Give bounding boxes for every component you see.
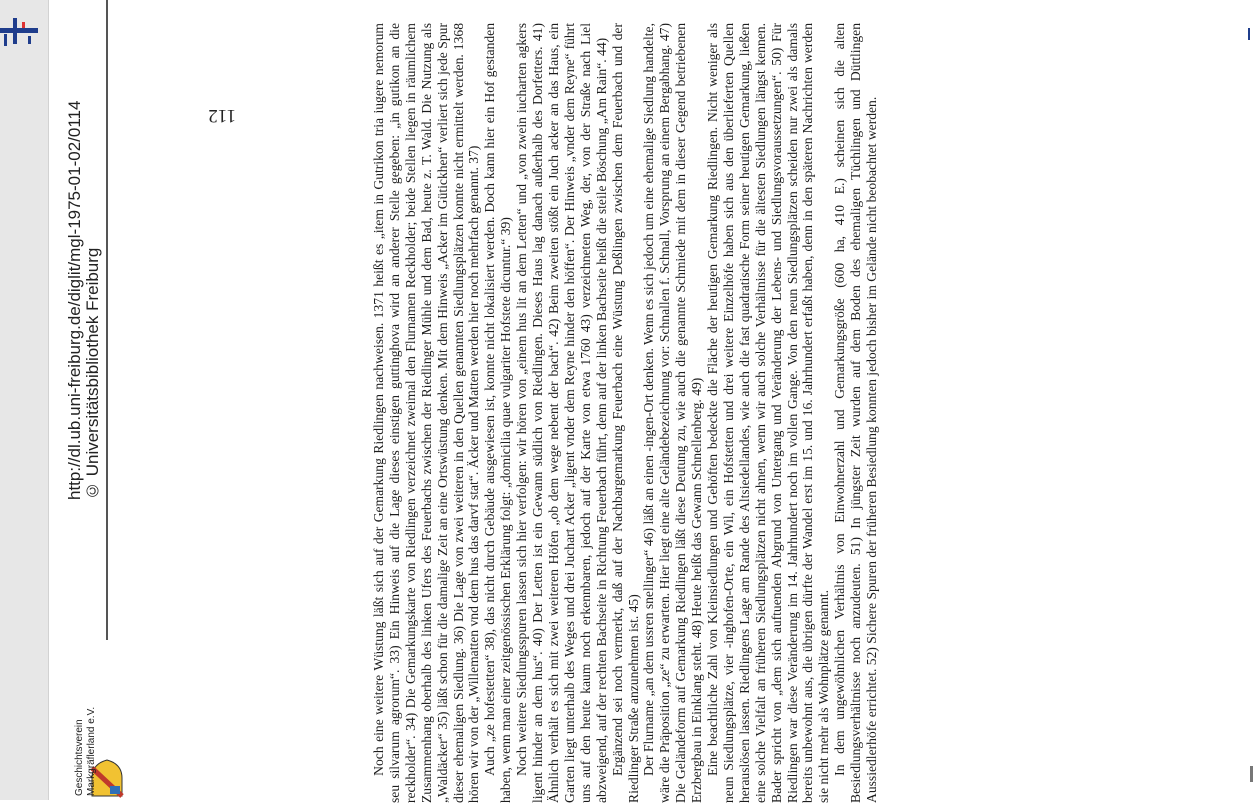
paragraph: Der Flurname „an dem ussren snellinger“ 46) läßt an einen -ingen-Ort denken. Wenn es sich jedoch um eine ehemalige Siedlung handelte, wäre die Präposition „ze“ zu erwarten. Hier liegt eine alte Geländebezeichnung vor: Schnallen f. Schnall, Vorsprung an einem Bergabhang. 47) Die Geländeform auf Gemarkung Riedlingen läßt diese Deutung zu, wie auch die genannte Schmiede mit dem in dieser Gegend betriebenen Erzbergbau in Einklang steht. 48) Heute heißt das Gewann Schnellenberg. 49) bbox=[641, 23, 705, 803]
paragraph: Auch „ze hofestetten“ 38), das nicht durch Gebäude ausgewiesen ist, konnte nicht lokalisiert werden. Doch kann hier ein Hof gestanden haben, wenn man einer zeitgenössischen Erklärung folgt: „domicilia quae vulgariter Hofstete dicuntur.“ 39) bbox=[482, 23, 514, 803]
source-url bbox=[66, 0, 102, 500]
page-edge-line bbox=[106, 0, 108, 640]
copyright-text: © Universitätsbibliothek Freiburg bbox=[83, 247, 102, 500]
paragraph: Noch eine weitere Wüstung läßt sich auf der Gemarkung Riedlingen nachweisen. 1371 heißt es „item in Gutrikon tria iugere nemorum seu silvarum agrorum“. 33) Ein Hinweis auf die Lage dieses einstigen guttinghova wird an anderer Stelle gegeben: „in gutikon an die reckholder“. 34) Die Gemarkungskarte von Riedlingen verzeichnet zweimal den Flurnamen Reckholder; beide Stellen liegen in räumlichem Zusammenhang oberhalb des linken Ufers des Feuerbachs zwischen der Riedlinger Mühle und dem Bad, heute z. T. Wald. Die Nutzung als „Waldäcker“ 35) läßt schon für die damalige Zeit an eine Ortswüstung denken. Mit dem Hinweis „Acker im Gütickhen“ verliert sich jede Spur dieser ehemaligen Siedlung. 36) Die Lage von zwei weiteren in den Quellen genannten Siedlungsplätzen konnte nicht ermittelt werden. 1368 hören wir von der „Willematten vnd dem hus das darvf stat“. Äcker und Matten werden hier noch mehrfach genannt. 37) bbox=[371, 23, 482, 803]
scanned-page bbox=[56, 0, 1256, 803]
verein-line-1: Geschichtsverein bbox=[74, 719, 85, 796]
viewer-sidebar bbox=[0, 0, 49, 800]
page-number: 112 bbox=[208, 105, 236, 126]
body-text bbox=[371, 23, 961, 803]
ub-freiburg-logo-icon bbox=[0, 14, 42, 48]
paragraph: Eine beachtliche Zahl von Kleinsiedlungen und Gehöften bedeckte die Fläche der heutigen Gemarkung Riedlingen. Nicht weniger als neun Siedlungsplätze, vier -inghofen-Orte, ein Wil, ein Hofstetten und drei weitere Einzelhöfe haben sich aus den überlieferten Quellen herauslösen lassen. Riedlingens Lage am Rande des Altsiedellandes, wie auch die fast quadratische Form seiner heutigen Gemarkung, ließen eine solche Vielfalt an früheren Siedlungsplätzen nicht ahnen, wenn wir auch solche Verhältnisse für die ältesten Siedlungen längst kennen. Bader spricht von „dem sich auftuenden Abgrund von Untergang und Veränderung der Lebens- und Siedlungsvoraussetzungen“. 50) Für Riedlingen war diese Veränderung im 14. Jahrhundert noch im vollen Gange. Von den neun Siedlungsplätzen scheiden nur zwei als damals bereits unbewohnt aus, die übrigen dürfte der Wandel erst im 15. und 16. Jahrhundert erfaßt haben, denn in den späteren Nachrichten werden sie nicht mehr als Wohnplätze genannt. bbox=[705, 23, 832, 803]
url-text: http://dl.ub.uni-freiburg.de/diglit/mgl-1975-01-02/0114 bbox=[65, 100, 84, 500]
paragraph: Ergänzend sei noch vermerkt, daß auf der Nachbargemarkung Feuerbach eine Wüstung Deßlingen zwischen dem Feuerbach und der Riedlinger Straße anzunehmen ist. 45) bbox=[609, 23, 641, 803]
verein-line-2: Markgräflerland e.V. bbox=[86, 706, 97, 796]
verein-label bbox=[74, 676, 134, 796]
paragraph: Noch weitere Siedlungsspuren lassen sich hier verfolgen: wir hören von „einem hus lit an dem Letten“ und „von zwein iucharten agkers ligent hinder an dem hus“. 40) Der Letten ist ein Gewann südlich von Riedlingen. Dieses Haus lag danach außerhalb des Dorfetters. 41) Ähnlich verhält es sich mit zwei weiteren Höfen „ob dem wege nebent der bach“. 42) Beim zweiten stößt ein Juch acker an das Haus, ein Garten liegt unterhalb des Weges und drei Juchart Acker „ligent vnder dem Reyne hinder den höffen“. Der Hinweis „vnder dem Reyne“ führt uns auf den heute kaum noch erkennbaren, jedoch auf der Karte von etwa 1760 43) verzeichneten Weg, der, von der Straße nach Liel abzweigend, auf der rechten Bachseite in Richtung Feuerbach führt, denn auf der linken Bachseite heißt die steile Böschung „Am Rain“. 44) bbox=[514, 23, 609, 803]
paragraph: In dem ungewöhnlichen Verhältnis von Einwohnerzahl und Gemarkungsgröße (600 ha, 410 E.) scheinen sich die alten Besiedlungsverhältnisse noch anzudeuten. 51) In jüngster Zeit wurden auf dem Boden des ehemaligen Tüchlingen und Düttlingen Aussiedlerhöfe errichtet. 52) Sichere Spuren der früheren Besiedlung konnten jedoch bisher im Gelände nicht beobachtet werden. bbox=[832, 23, 880, 803]
